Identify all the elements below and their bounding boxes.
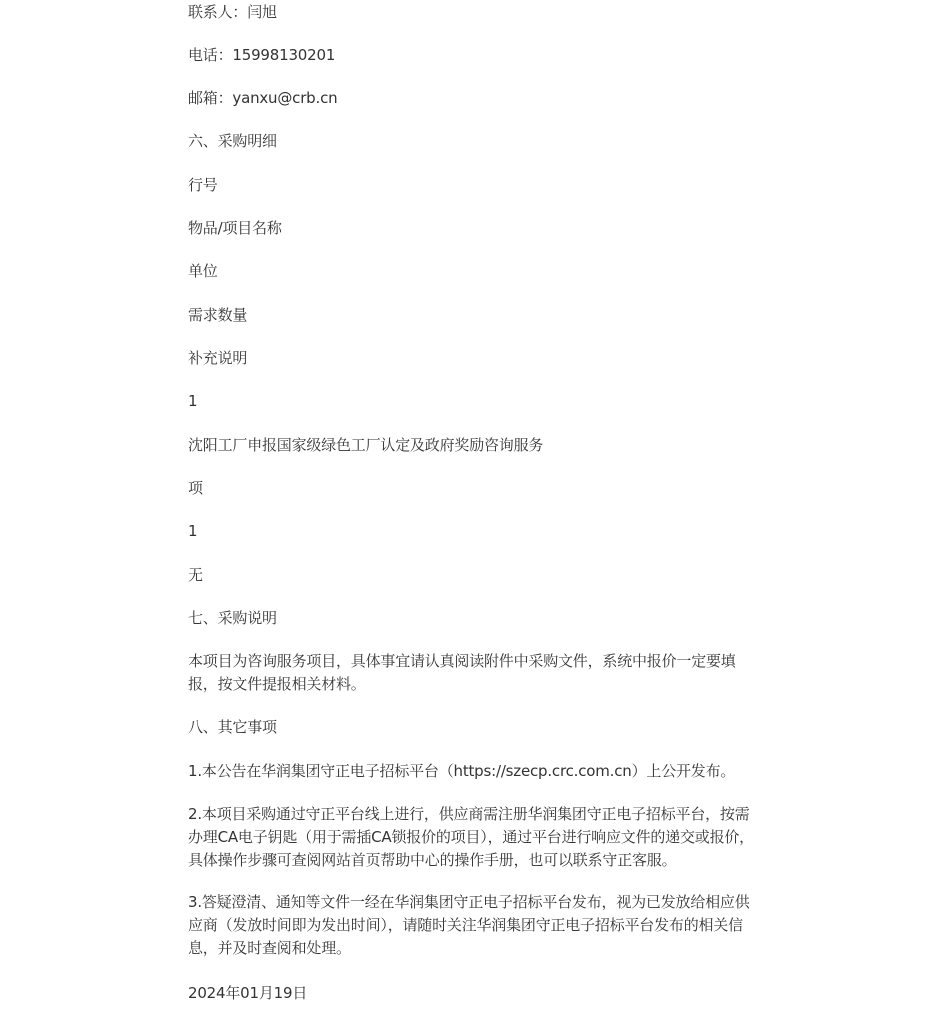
- section-7-heading: 七、采购说明: [188, 609, 277, 627]
- row-no-value: 1: [188, 392, 198, 410]
- header-note: 补充说明: [188, 349, 248, 367]
- section-7-text: 本项目为咨询服务项目，具体事宜请认真阅读附件中采购文件，系统中报价一定要填报，按文件提报相关材料。: [188, 652, 736, 693]
- section-8-item-1: 1.本公告在华润集团守正电子招标平台（https://szecp.crc.com.cn）上公开发布。: [188, 762, 736, 780]
- section-8-item-3: 3.答疑澄清、通知等文件一经在华润集团守正电子招标平台发布，视为已发放给相应供应商（发放时间即为发出时间），请随时关注华润集团守正电子招标平台发布的相关信息，并及时查阅和处理。: [188, 893, 750, 957]
- contact-email: 邮箱：yanxu@crb.cn: [188, 89, 338, 107]
- note-value: 无: [188, 566, 203, 584]
- section-8-heading: 八、其它事项: [188, 718, 277, 736]
- header-row-no: 行号: [188, 176, 218, 194]
- section-6-heading: 六、采购明细: [188, 132, 277, 150]
- contact-person: 联系人：闫旭: [188, 3, 277, 21]
- contact-phone: 电话：15998130201: [188, 46, 336, 64]
- publish-date: 2024年01月19日: [188, 984, 308, 1002]
- item-name-value: 沈阳工厂申报国家级绿色工厂认定及政府奖励咨询服务: [188, 436, 544, 454]
- header-quantity: 需求数量: [188, 306, 248, 324]
- section-8-item-2: 2.本项目采购通过守正平台线上进行，供应商需注册华润集团守正电子招标平台，按需办理CA电子钥匙（用于需插CA锁报价的项目），通过平台进行响应文件的递交或报价，具体操作步骤可查阅网站首页帮助中心的操作手册，也可以联系守正客服。: [188, 805, 754, 869]
- unit-value: 项: [188, 479, 203, 497]
- quantity-value: 1: [188, 522, 198, 540]
- header-unit: 单位: [188, 262, 218, 280]
- header-item-name: 物品/项目名称: [188, 219, 282, 237]
